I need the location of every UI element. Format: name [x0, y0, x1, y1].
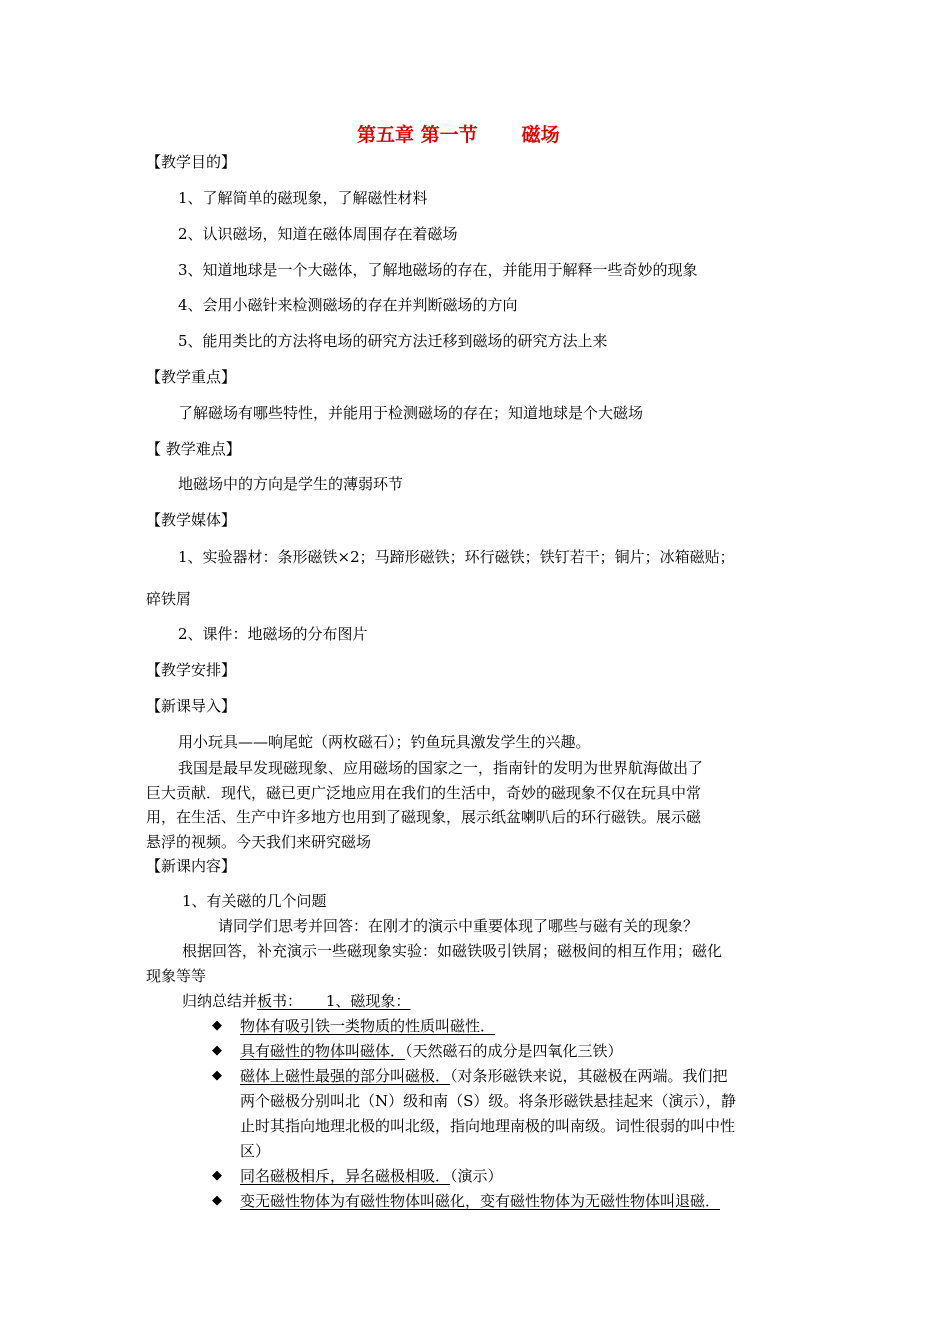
- bullet-rest: （对条形磁铁来说，其磁极在两端。我们把: [450, 1067, 728, 1085]
- difficulties-text: 地磁场中的方向是学生的薄弱环节: [178, 475, 404, 493]
- objective-item: 3、知道地球是一个大磁体，了解地磁场的存在，并能用于解释一些奇妙的现象: [178, 261, 698, 279]
- heading-key-points: 【教学重点】: [146, 368, 237, 386]
- heading-arrangement: 【教学安排】: [146, 661, 237, 679]
- heading-content: 【新课内容】: [146, 857, 237, 875]
- section-1-heading: 1、有关磁的几个问题: [182, 892, 327, 910]
- bullet-icon: ◆: [212, 1068, 222, 1083]
- bullet-item: [240, 1041, 623, 1061]
- bullet-icon: ◆: [212, 1018, 222, 1033]
- bullet-item: [240, 1016, 495, 1036]
- key-points-text: 了解磁场有哪些特性，并能用于检测磁场的存在；知道地球是个大磁场: [178, 404, 644, 422]
- bullet-continuation: 区）: [240, 1142, 271, 1160]
- bullet-icon: ◆: [212, 1193, 222, 1208]
- summary-prefix: 归纳总结并: [182, 992, 258, 1010]
- answer-line: 现象等等: [146, 967, 207, 985]
- page-title: [357, 125, 560, 145]
- bullet-item: [240, 1166, 503, 1186]
- question-text: 请同学们思考并回答：在刚才的演示中重要体现了哪些与磁有关的现象？: [218, 917, 699, 935]
- heading-intro: 【新课导入】: [146, 697, 237, 715]
- objective-item: 2、认识磁场，知道在磁体周围存在着磁场: [178, 225, 458, 243]
- heading-objectives: 【教学目的】: [146, 153, 237, 171]
- bullet-underlined: 具有磁性的物体叫磁体．: [240, 1042, 406, 1060]
- objective-item: 1、了解简单的磁现象，了解磁性材料: [178, 189, 428, 207]
- intro-line: 巨大贡献．现代，磁已更广泛地应用在我们的生活中，奇妙的磁现象不仅在玩具中常: [146, 784, 702, 802]
- objective-item: 5、能用类比的方法将电场的研究方法迁移到磁场的研究方法上来: [178, 332, 608, 350]
- answer-line: 根据回答，补充演示一些磁现象实验：如磁铁吸引铁屑；磁极间的相互作用；磁化: [182, 942, 723, 960]
- intro-line: 用，在生活、生产中许多地方也用到了磁现象，展示纸盆喇叭后的环行磁铁。展示磁: [146, 808, 702, 826]
- summary-line: [182, 991, 410, 1011]
- intro-line: 我国是最早发现磁现象、应用磁场的国家之一，指南针的发明为世界航海做出了: [178, 759, 704, 777]
- intro-paragraph-1: 用小玩具——响尾蛇（两枚磁石）；钓鱼玩具激发学生的兴趣。: [178, 733, 591, 751]
- heading-media: 【教学媒体】: [146, 511, 237, 529]
- title-topic: 磁场: [521, 124, 560, 146]
- bullet-continuation: 止时其指向地理北极的叫北级，指向地理南极的叫南级。词性很弱的叫中性: [240, 1117, 736, 1135]
- bullet-icon: ◆: [212, 1043, 222, 1058]
- bullet-item: [240, 1191, 720, 1211]
- bullet-underlined: 磁体上磁性最强的部分叫磁极．: [240, 1067, 451, 1085]
- bullet-item: [240, 1066, 728, 1086]
- title-chapter: 第五章 第一节: [357, 124, 478, 146]
- bullet-rest: （演示）: [450, 1167, 503, 1185]
- bullet-underlined: 同名磁极相斥，异名磁极相吸．: [240, 1167, 451, 1185]
- bullet-icon: ◆: [212, 1168, 222, 1183]
- media-item-1-cont: 碎铁屑: [146, 590, 192, 608]
- bullet-underlined: 物体有吸引铁一类物质的性质叫磁性．: [240, 1017, 496, 1035]
- media-item-2: 2、课件：地磁场的分布图片: [178, 625, 368, 643]
- objective-item: 4、会用小磁针来检测磁场的存在并判断磁场的方向: [178, 296, 518, 314]
- intro-line: 悬浮的视频。今天我们来研究磁场: [146, 833, 372, 851]
- bullet-rest: （天然磁石的成分是四氧化三铁）: [405, 1042, 623, 1060]
- media-item-1: 1、实验器材：条形磁铁×2；马蹄形磁铁；环行磁铁；铁钉若干；铜片；冰箱磁贴；: [178, 548, 735, 566]
- bullet-continuation: 两个磁极分别叫北（N）级和南（S）级。将条形磁铁悬挂起来（演示），静: [240, 1092, 736, 1110]
- bullet-underlined: 变无磁性物体为有磁性物体叫磁化，变有磁性物体为无磁性物体叫退磁．: [240, 1192, 721, 1210]
- heading-difficulties: 【 教学难点】: [146, 440, 241, 458]
- summary-board: 板书： 1、磁现象：: [257, 992, 411, 1010]
